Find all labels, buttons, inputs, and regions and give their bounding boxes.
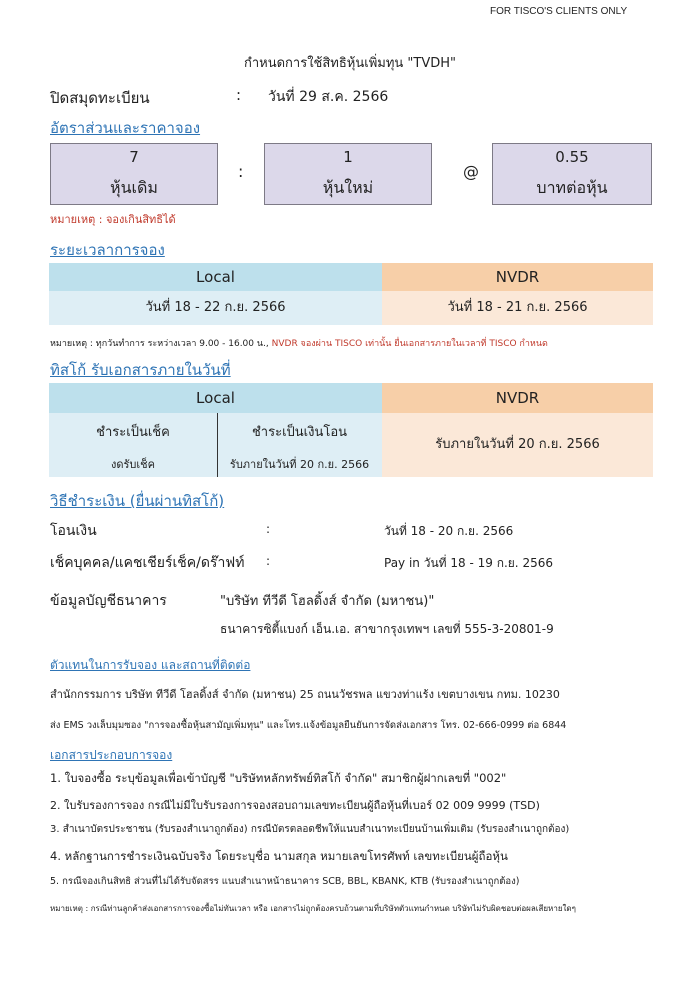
payment-row-cheque-label: เช็คบุคคล/แคชเชียร์เช็ค/ดร๊าฟท์ <box>50 555 245 571</box>
bank-account-detail: ธนาคารซิตี้แบงก์ เอ็น.เอ. สาขากรุงเทพฯ เลขที่ 555-3-20801-9 <box>220 622 554 636</box>
docs-local-header: Local <box>49 383 382 413</box>
old-shares-unit: หุ้นเดิม <box>110 178 158 197</box>
page-title: กำหนดการใช้สิทธิหุ้นเพิ่มทุน "TVDH" <box>243 56 457 71</box>
ratio-colon: : <box>238 162 244 181</box>
document-item-5: 5. กรณีจองเกินสิทธิ ส่วนที่ไม่ได้รับจัดสรร แนบสำเนาหน้าธนาคาร SCB, BBL, KBANK, KTB (รับรองสำเนาถูกต้อง) <box>50 876 520 887</box>
agent-heading: ตัวแทนในการรับจอง และสถานที่ติดต่อ <box>50 658 251 672</box>
ratio-box-price <box>492 143 652 205</box>
docs-nvdr-value: รับภายในวันที่ 20 ก.ย. 2566 <box>382 413 653 477</box>
period-table <box>49 263 653 325</box>
book-close-colon: : <box>236 86 242 104</box>
book-close-date: วันที่ 29 ส.ค. 2566 <box>268 89 389 105</box>
docs-nvdr-header: NVDR <box>382 383 653 413</box>
ratio-box-new-shares <box>264 143 432 205</box>
client-only-note: FOR TISCO'S CLIENTS ONLY <box>490 6 628 17</box>
ratio-box-old-shares <box>50 143 218 205</box>
document-item-2: 2. ใบรับรองการจอง กรณีไม่มีใบรับรองการจองสอบถามเลขทะเบียนผู้ถือหุ้นที่เบอร์ 02 009 9999 (TSD) <box>50 799 540 812</box>
bank-info-label: ข้อมูลบัญชีธนาคาร <box>50 593 167 609</box>
payment-row-transfer-label: โอนเงิน <box>50 523 97 539</box>
docs-received-table <box>49 383 653 477</box>
transfer-value: รับภายในวันที่ 20 ก.ย. 2566 <box>229 458 370 471</box>
payment-heading: วิธีชำระเงิน (ยื่นผ่านทิสโก้) <box>50 492 225 510</box>
period-heading: ระยะเวลาการจอง <box>50 241 165 259</box>
period-local-header: Local <box>49 263 382 291</box>
new-shares-unit: หุ้นใหม่ <box>322 178 374 197</box>
cheque-value: งดรับเช็ค <box>111 458 155 471</box>
payment-row-cheque-date: Pay in วันที่ 18 - 19 ก.ย. 2566 <box>384 556 553 570</box>
bank-account-name: "บริษัท ทีวีดี โฮลดิ้งส์ จำกัด (มหาชน)" <box>220 594 435 609</box>
period-note <box>50 336 548 350</box>
docs-received-heading: ทิสโก้ รับเอกสารภายในวันที่ <box>50 361 231 379</box>
document-item-3: 3. สำเนาบัตรประชาชน (รับรองสำเนาถูกต้อง) กรณีบัตรตลอดชีพให้แนบสำเนาทะเบียนบ้านเพิ่มเติม (รับรองสำเนาถูกต้อง) <box>50 824 570 835</box>
documents-heading: เอกสารประกอบการจอง <box>50 748 173 762</box>
new-shares-number: 1 <box>343 148 353 166</box>
period-note-nvdr: NVDR จองผ่าน TISCO เท่านั้น ยื่นเอกสารภายในเวลาที่ TISCO กำหนด <box>271 339 548 349</box>
cheque-label: ชำระเป็นเช็ค <box>96 425 170 440</box>
document-item-4: 4. หลักฐานการชำระเงินฉบับจริง โดยระบุชื่อ นามสกุล หมายเลขโทรศัพท์ เลขทะเบียนผู้ถือหุ้น <box>50 849 508 863</box>
payment-row-cheque-colon: : <box>266 554 271 568</box>
payment-row-transfer-date: วันที่ 18 - 20 ก.ย. 2566 <box>384 524 514 538</box>
old-shares-number: 7 <box>129 148 139 166</box>
transfer-label: ชำระเป็นเงินโอน <box>251 425 348 440</box>
payment-row-transfer-colon: : <box>266 522 271 536</box>
period-local-date: วันที่ 18 - 22 ก.ย. 2566 <box>49 291 382 325</box>
oversubscribe-note: หมายเหตุ : จองเกินสิทธิได้ <box>50 213 176 226</box>
period-nvdr-date: วันที่ 18 - 21 ก.ย. 2566 <box>382 291 653 325</box>
documents-footnote: หมายเหตุ : กรณีท่านลูกค้าส่งเอกสารการจองซื้อไม่ทันเวลา หรือ เอกสารไม่ถูกต้องครบถ้วนตามที่บริษัทตัวแทนกำหนด บริษัทไม่รับผิดชอบต่อผลเสียหายใดๆ <box>50 904 576 913</box>
ratio-at-sign: @ <box>463 162 479 181</box>
document-item-1: 1. ใบจองซื้อ ระบุข้อมูลเพื่อเข้าบัญชี "บริษัทหลักทรัพย์ทิสโก้ จำกัด" สมาชิกผู้ฝากเลขที่ "002" <box>50 771 507 785</box>
period-nvdr-header: NVDR <box>382 263 653 291</box>
agent-address: สำนักกรรมการ บริษัท ทีวีดี โฮลดิ้งส์ จำกัด (มหาชน) 25 ถนนวัชรพล แขวงท่าแร้ง เขตบางเขน กทม. 10230 <box>50 688 560 701</box>
book-close-label: ปิดสมุดทะเบียน <box>50 89 150 107</box>
price-unit: บาทต่อหุ้น <box>536 178 608 197</box>
ratio-heading: อัตราส่วนและราคาจอง <box>50 119 201 137</box>
ems-instruction: ส่ง EMS วงเล็บมุมซอง "การจองซื้อหุ้นสามัญเพิ่มทุน" และโทร.แจ้งข้อมูลยืนยันการจัดส่งเอกสาร โทร. 02-666-0999 ต่อ 6844 <box>50 720 567 731</box>
price-number: 0.55 <box>555 148 589 166</box>
period-note-prefix: หมายเหตุ : ทุกวันทำการ ระหว่างเวลา 9.00 - 16.00 น., <box>50 339 269 349</box>
